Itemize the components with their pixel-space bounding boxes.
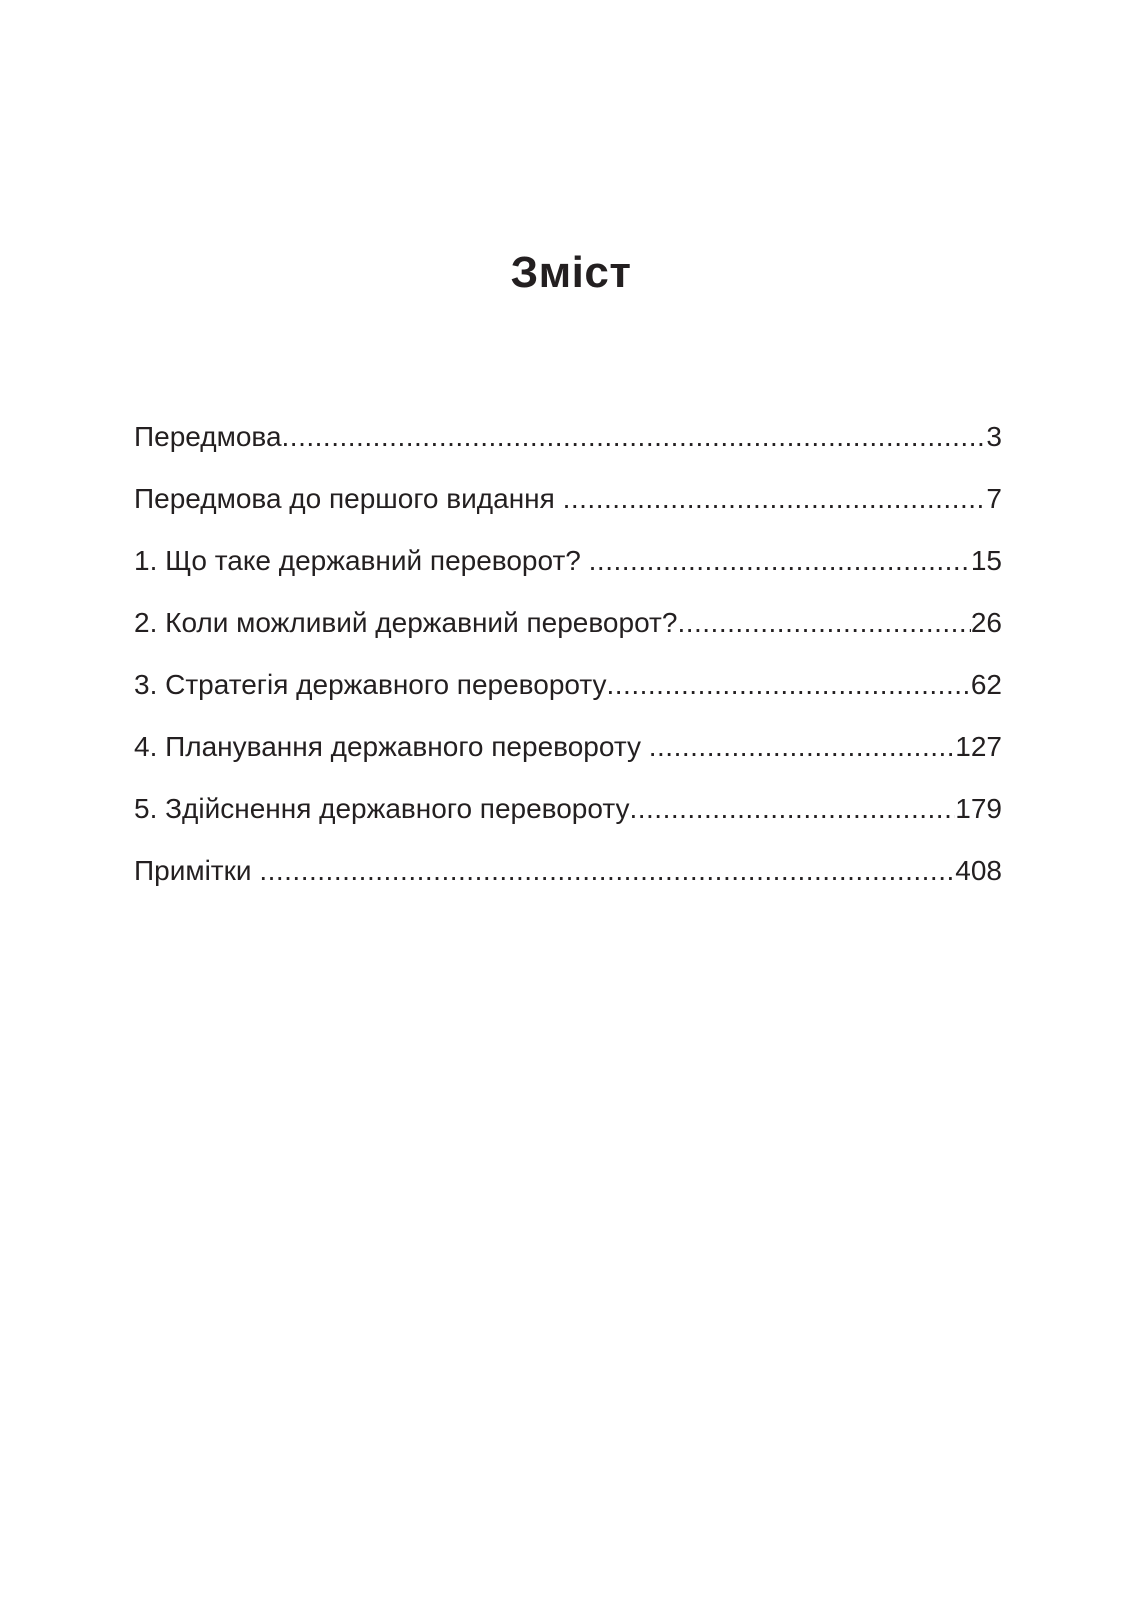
toc-entry-label: 1. Що таке державний переворот? <box>134 545 589 576</box>
page-title: Зміст <box>510 248 632 297</box>
dot-leader <box>607 668 971 702</box>
toc-entry-label: 2. Коли можливий державний переворот? <box>134 607 678 638</box>
toc-entry-label: 4. Планування державного перевороту <box>134 731 649 762</box>
dot-leader <box>259 854 955 888</box>
toc-entry-chapter-5 <box>134 792 1002 854</box>
toc-entry-preface <box>134 420 1002 482</box>
dot-leader <box>589 544 971 578</box>
dot-leader <box>677 606 970 640</box>
toc-entry-label: 3. Стратегія державного перевороту <box>134 669 607 700</box>
toc-entry-first-edition-preface <box>134 482 1002 544</box>
toc-entry-page: 3 <box>986 421 1002 452</box>
toc-entry-page: 127 <box>955 731 1002 762</box>
toc-entry-page: 26 <box>970 607 1002 638</box>
toc-entry-notes <box>134 854 1002 916</box>
toc-entry-label: Передмова до першого видання <box>134 483 563 514</box>
dot-leader <box>282 420 987 454</box>
toc-entry-label: Примітки <box>134 855 260 886</box>
toc-entry-page: 15 <box>970 545 1002 576</box>
dot-leader <box>563 482 987 516</box>
toc-entry-label: 5. Здійснення державного перевороту <box>134 793 630 824</box>
toc-entry-page: 408 <box>955 855 1002 886</box>
toc-entry-chapter-4 <box>134 730 1002 792</box>
toc-entry-page: 62 <box>970 669 1002 700</box>
table-of-contents <box>134 420 1002 916</box>
dot-leader <box>629 792 955 826</box>
toc-entry-chapter-3 <box>134 668 1002 730</box>
dot-leader <box>649 730 956 764</box>
toc-entry-page: 7 <box>986 483 1002 514</box>
toc-entry-chapter-2 <box>134 606 1002 668</box>
toc-entry-page: 179 <box>955 793 1002 824</box>
toc-entry-label: Передмова <box>134 421 282 452</box>
toc-entry-chapter-1 <box>134 544 1002 606</box>
